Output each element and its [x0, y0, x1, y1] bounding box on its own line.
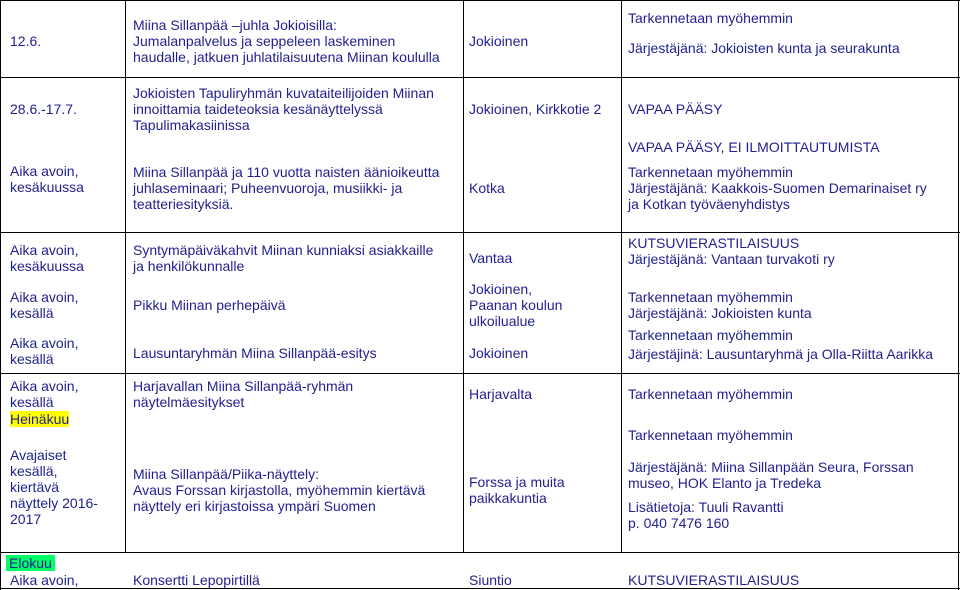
date-cell: Avajaiset kesällä, kiertävä näyttely 2016- 2017 [10, 447, 98, 527]
event-cell: Miina Sillanpää ja 110 vuotta naisten äänioikeutta juhlaseminaari; Puheenvuoroja, musiikki- ja teatteriesityksiä. [133, 164, 440, 212]
info-cell: KUTSUVIERASTILAISUUS [628, 572, 800, 588]
event-cell: Harjavallan Miina Sillanpää-ryhmän näytelmäesitykset [133, 378, 354, 410]
row-divider [0, 552, 960, 553]
place-cell: Siuntio [469, 572, 512, 588]
event-cell: Miina Sillanpää –juhla Jokioisilla: Jumalanpalvelus ja seppeleen laskeminen haudalle, jatkuen juhlatilaisuutena Miinan koululla [133, 17, 440, 65]
place-cell: Forssa ja muita paikkakuntia [469, 474, 565, 506]
event-cell: Miina Sillanpää/Piika-näyttely: Avaus Forssan kirjastolla, myöhemmin kiertävä näyttely eri kirjastoissa ympäri Suomen [133, 466, 426, 514]
row-divider [0, 232, 960, 233]
date-cell: Aika avoin, kesällä [10, 289, 79, 321]
place-cell: Jokioinen [469, 345, 529, 361]
column-divider-date [125, 0, 126, 552]
event-cell: Lausuntaryhmän Miina Sillanpää-esitys [133, 345, 377, 361]
event-cell: Pikku Miinan perhepäivä [133, 297, 286, 313]
date-cell: 28.6.-17.7. [10, 101, 77, 117]
place-cell: Jokioinen [469, 33, 529, 49]
place-cell: Vantaa [469, 250, 513, 266]
info-cell: VAPAA PÄÄSY, EI ILMOITTAUTUMISTA Tarkennetaan myöhemmin Järjestäjänä: Kaakkois-Suomen Demarinaiset ry ja Kotkan työväenyhdistys [628, 139, 927, 212]
place-cell: Kotka [469, 180, 505, 196]
row-divider [0, 77, 960, 78]
border-left [0, 0, 1, 590]
row-divider [0, 0, 960, 1]
place-cell: Jokioinen, Kirkkotie 2 [469, 101, 602, 117]
place-cell: Harjavalta [469, 386, 533, 402]
column-divider-place [621, 0, 622, 552]
event-cell: Syntymäpäiväkahvit Miinan kunniaksi asiakkaille ja henkilökunnalle [133, 242, 434, 274]
date-cell: Aika avoin, [10, 572, 79, 588]
column-divider-event [463, 0, 464, 552]
info-cell: VAPAA PÄÄSY [628, 101, 723, 117]
month-elokuu: Elokuu [6, 555, 55, 571]
event-cell: Jokioisten Tapuliryhmän kuvataiteilijoiden Miinan innoittamia taideteoksia kesänäyttelyssä Tapulimakasiinissa [133, 85, 434, 133]
border-right [958, 0, 959, 590]
info-cell: Tarkennetaan myöhemmin [628, 386, 793, 402]
date-cell: Aika avoin, kesäkuussa [10, 163, 84, 195]
place-cell: Jokioinen, Paanan koulun ulkoilualue [469, 281, 563, 329]
month-heinakuu: Heinäkuu [10, 411, 70, 427]
date-cell: Aika avoin, kesällä Heinäkuu [10, 378, 79, 427]
date-cell: 12.6. [10, 33, 42, 49]
row-divider [0, 373, 960, 374]
info-cell: KUTSUVIERASTILAISUUS Järjestäjänä: Vantaan turvakoti ry [628, 235, 835, 267]
date-cell: Aika avoin, kesäkuussa [10, 242, 84, 274]
event-cell: Konsertti Lepopirtillä [133, 572, 260, 588]
info-cell: Tarkennetaan myöhemmin Järjestäjänä: Jokioisten kunta [628, 289, 812, 321]
date-cell: Aika avoin, kesällä [10, 335, 79, 367]
row-divider [0, 588, 960, 589]
info-cell: Tarkennetaan myöhemmin Järjestäjinä: Lausuntaryhmä ja Olla-Riitta Aarikka [628, 327, 934, 362]
info-cell: Tarkennetaan myöhemmin Järjestäjänä: Miina Sillanpään Seura, Forssan museo, HOK Elanto ja Tredeka Lisätietoja: Tuuli Ravantti p. 040 7476 160 [628, 427, 914, 531]
info-cell: Tarkennetaan myöhemmin Järjestäjänä: Jokioisten kunta ja seurakunta [628, 10, 900, 56]
